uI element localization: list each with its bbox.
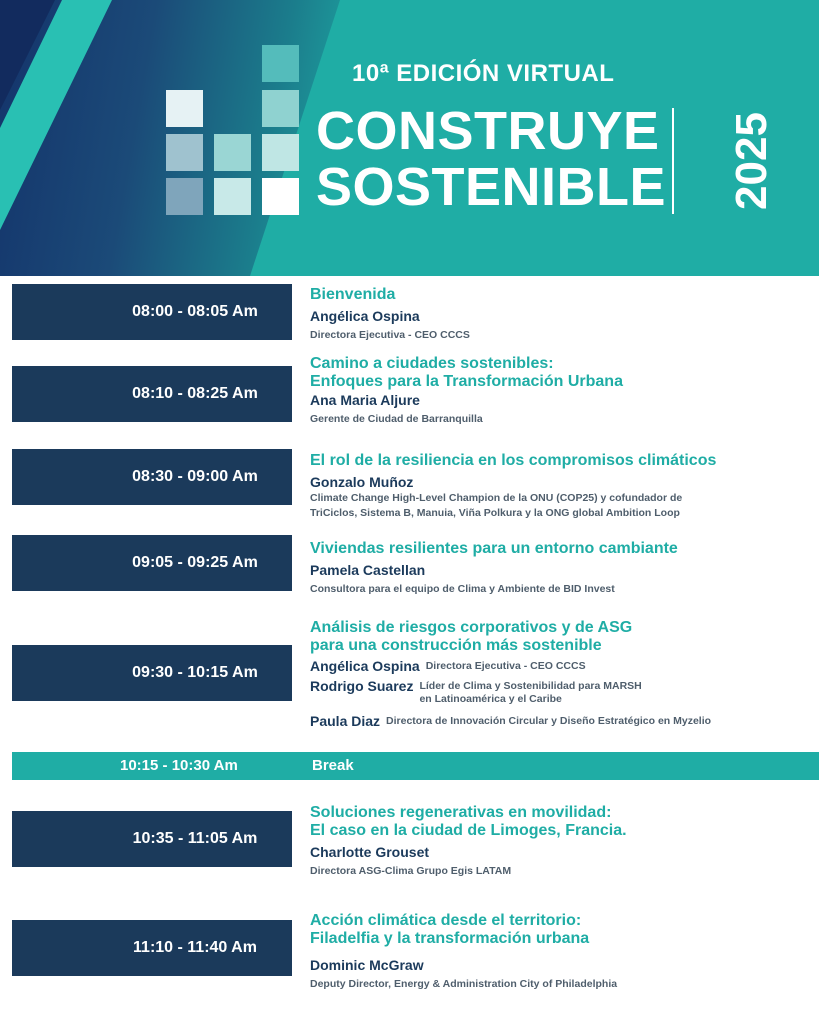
speaker-name: Angélica Ospina: [310, 658, 420, 674]
speaker-role: TriCiclos, Sistema B, Manuia, Viña Polkura y la ONG global Ambition Loop: [310, 507, 680, 519]
speaker-row: [310, 657, 810, 675]
speaker-role-block: [426, 657, 586, 673]
event-year: 2025: [727, 112, 776, 210]
speaker-role: Directora ASG-Clima Grupo Egis LATAM: [310, 865, 512, 877]
speaker-row: [310, 677, 810, 706]
edition-label: 10ª EDICIÓN VIRTUAL: [352, 60, 615, 87]
break-bar: [12, 752, 819, 780]
event-year-box: [672, 108, 776, 214]
speaker-name: Paula Diaz: [310, 713, 381, 729]
session-info: [310, 540, 810, 597]
session-info: [310, 619, 810, 730]
speaker-name: Pamela Castellan: [310, 562, 426, 578]
speaker-name: Rodrigo Suarez: [310, 678, 414, 694]
session-time-box: [12, 645, 292, 701]
speaker-role: Directora de Innovación Circular y Diseño Estratégico en Myzelio: [386, 715, 712, 727]
speaker-name: Gonzalo Muñoz: [310, 474, 414, 490]
session-time: 10:35 - 11:05 Am: [132, 830, 258, 847]
session-topic: Bienvenida: [310, 286, 396, 303]
session-topic: para una construcción más sostenible: [310, 637, 602, 654]
break-time: 10:15 - 10:30 Am: [120, 757, 238, 774]
speaker-name: Angélica Ospina: [310, 308, 420, 324]
session-topic: Análisis de riesgos corporativos y de ASG: [310, 619, 633, 636]
event-header: [0, 0, 819, 276]
session-info: [310, 355, 810, 427]
speaker-role: Deputy Director, Energy & Administration City of Philadelphia: [310, 978, 618, 990]
session-topic: Acción climática desde el territorio:: [310, 912, 582, 929]
session-time: 08:30 - 09:00 Am: [132, 468, 258, 485]
session-time-box: [12, 535, 292, 591]
session-topic: Filadelfia y la transformación urbana: [310, 930, 590, 947]
event-title-line-2: SOSTENIBLE: [316, 157, 667, 217]
session-time-box: [12, 811, 292, 867]
session-info: [310, 452, 810, 521]
session-topic: El rol de la resiliencia en los compromisos climáticos: [310, 452, 717, 469]
session-topic: Viviendas resilientes para un entorno cambiante: [310, 540, 678, 557]
session-topic: Camino a ciudades sostenibles:: [310, 355, 554, 372]
speaker-role-block: [386, 712, 711, 728]
session-info: [310, 912, 810, 992]
session-time: 09:30 - 10:15 Am: [132, 664, 258, 681]
speaker-role: Climate Change High-Level Champion de la ONU (COP25) y cofundador de: [310, 492, 683, 504]
speaker-name: Dominic McGraw: [310, 957, 424, 973]
speaker-role: Consultora para el equipo de Clima y Ambiente de BID Invest: [310, 583, 615, 595]
session-time: 11:10 - 11:40 Am: [133, 939, 257, 956]
speaker-name: Ana Maria Aljure: [310, 392, 420, 408]
session-time-box: [12, 284, 292, 340]
session-time-box: [12, 449, 292, 505]
speaker-role-block: [419, 677, 641, 706]
break-label: Break: [312, 757, 354, 774]
speaker-role: Directora Ejecutiva - CEO CCCS: [425, 660, 586, 672]
session-time: 08:10 - 08:25 Am: [132, 385, 258, 402]
session-time: 09:05 - 09:25 Am: [132, 554, 258, 571]
speaker-role: Líder de Clima y Sostenibilidad para MARSH: [419, 680, 642, 692]
speaker-role: en Latinoamérica y el Caribe: [419, 693, 562, 705]
speaker-role: Directora Ejecutiva - CEO CCCS: [310, 329, 470, 341]
session-time-box: [12, 366, 292, 422]
event-title-line-1: CONSTRUYE: [316, 101, 660, 161]
speaker-role: Gerente de Ciudad de Barranquilla: [310, 413, 483, 425]
session-topic: El caso en la ciudad de Limoges, Francia.: [310, 822, 627, 839]
session-time-box: [12, 920, 292, 976]
speaker-row: [310, 712, 810, 730]
session-topic: Enfoques para la Transformación Urbana: [310, 373, 623, 390]
speaker-name: Charlotte Grouset: [310, 844, 430, 860]
session-info: [310, 286, 810, 343]
session-time: 08:00 - 08:05 Am: [132, 303, 258, 320]
session-topic: Soluciones regenerativas en movilidad:: [310, 804, 612, 821]
session-info: [310, 804, 810, 879]
